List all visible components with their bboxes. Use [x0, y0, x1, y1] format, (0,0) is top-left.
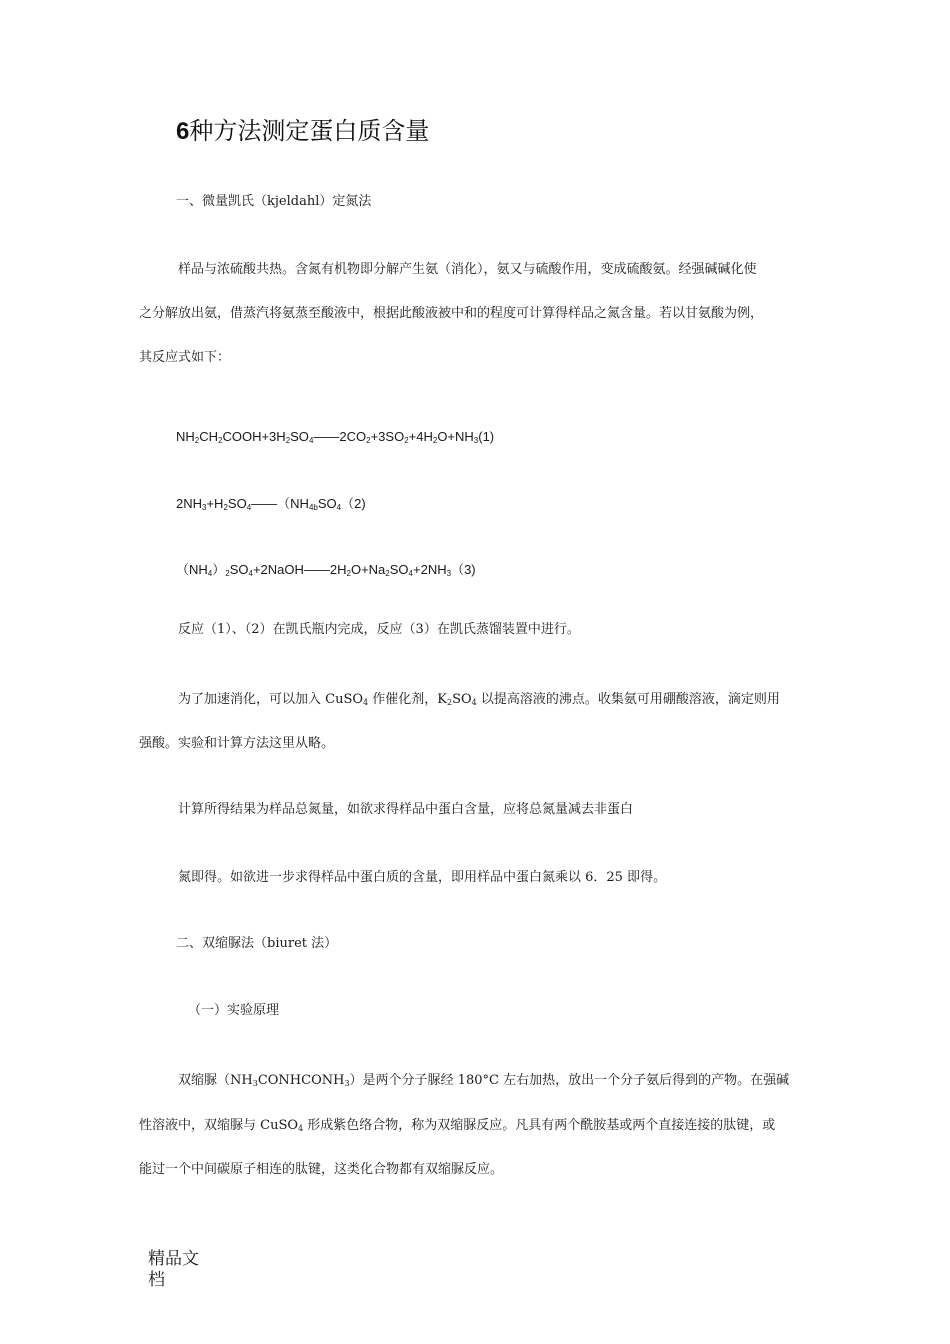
- para-reaction: 反应（1）、（2）在凯氏瓶内完成，反应（3）在凯氏蒸馏装置中进行。: [178, 622, 580, 637]
- para-catalyst-line2: 强酸。实验和计算方法这里从略。: [139, 736, 335, 751]
- title-number: 6: [176, 118, 190, 145]
- equation-1: $NH_2CH_2COOH+3H_2SO_4——2CO_2+3SO_2+4H_2O+NH_3(1)$: [176, 429, 495, 445]
- subsection-heading: （一）实验原理: [188, 1003, 280, 1018]
- footer-watermark: 精品文档: [148, 1249, 199, 1290]
- equation-3: $(NH_4)_2SO_4+2NaOH——2H_2O+Na_2SO_4+2NH_3(3)$: [176, 562, 476, 578]
- section2-heading: 二、双缩脲法（biuret 法）: [176, 936, 338, 951]
- para-calc-line1: 计算所得结果为样品总氮量，如欲求得样品中蛋白含量，应将总氮量减去非蛋白: [178, 802, 634, 817]
- para-catalyst-line1: 为了加速消化，可以加入 CuSO$_4$ 作催化剂，$K_2SO_4$ 以提高溶液的沸点。收集氨可用硼酸溶液，滴定则用: [178, 692, 780, 707]
- title-text: 种方法测定蛋白质含量: [189, 117, 430, 145]
- para1-line2: 之分解放出氨，借蒸汽将氨蒸至酸液中，根据此酸液被中和的程度可计算得样品之氮含量。若以甘氨酸为例，: [139, 306, 764, 321]
- para1-line3: 其反应式如下：: [139, 350, 231, 365]
- equation-2: $2NH_3+H_2SO_4——(NH_{4b}SO_4(2)$: [176, 496, 366, 512]
- para-biuret-line1: 双缩脲$(NH_3CONHCONH_3)$是两个分子脲经 180°C 左右加热，放出一个分子氨后得到的产物。在强碱: [178, 1073, 790, 1088]
- section1-heading: 一、微量凯氏（kjeldahl）定氮法: [176, 194, 372, 209]
- para-calc-line2: 氮即得。如欲进一步求得样品中蛋白质的含量，即用样品中蛋白氮乘以 6．25 即得。: [178, 870, 667, 885]
- para-biuret-line3: 能过一个中间碳原子相连的肽键，这类化合物都有双缩脲反应。: [139, 1162, 504, 1177]
- para-biuret-line2: 性溶液中，双缩脲与 CuSO$_4$ 形成紫色络合物，称为双缩脲反应。凡具有两个酰胺基或两个直接连接的肽键，或: [139, 1118, 776, 1133]
- para1-line1: 样品与浓硫酸共热。含氮有机物即分解产生氨（消化），氨又与硫酸作用，变成硫酸氨。经强碱碱化使: [178, 262, 757, 277]
- document-title: [176, 116, 429, 147]
